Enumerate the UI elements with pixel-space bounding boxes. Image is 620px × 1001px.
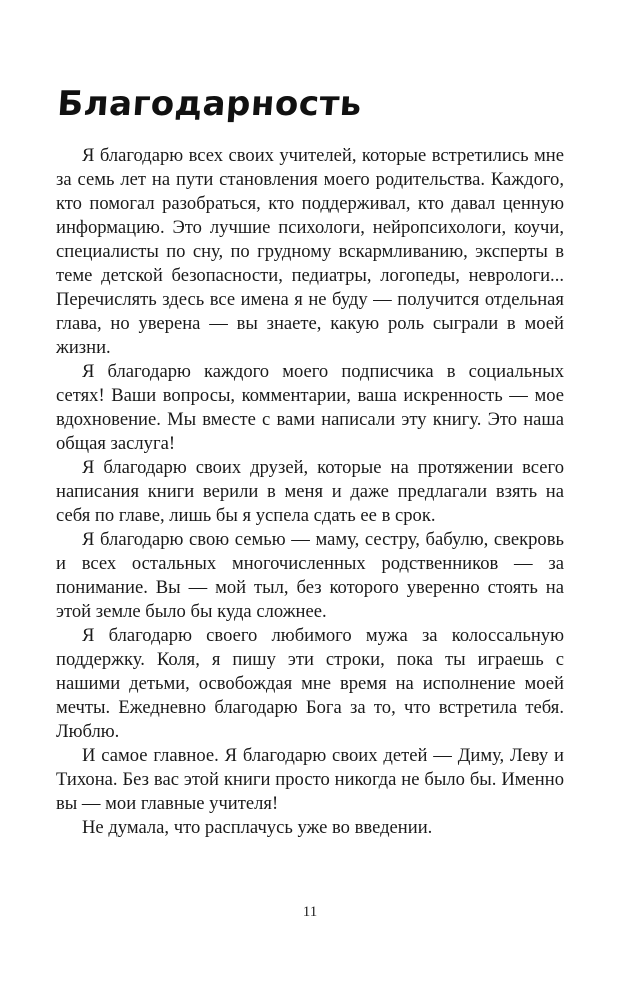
paragraph-husband: Я благодарю своего любимого мужа за колоссальную поддержку. Коля, я пишу эти строки, пока ты играешь с нашими детьми, освобождая мне время на исполнение моей мечты. Ежедневно благодарю Бога за то, что встретила тебя. Люблю. <box>56 625 564 742</box>
paragraph-family: Я благодарю свою семью — маму, сестру, бабулю, свекровь и всех остальных многочисленных родственников — за понимание. Вы — мой тыл, без которого уверенно стоять на этой земле было бы куда сложнее. <box>56 529 564 622</box>
paragraph-closing: Не думала, что расплачусь уже во введении. <box>82 817 433 838</box>
paragraph-subscribers: Я благодарю каждого моего подписчика в социальных сетях! Ваши вопросы, комментарии, ваша искренность — мое вдохновение. Мы вместе с вами написали эту книгу. Это наша общая заслуга! <box>56 361 564 454</box>
chapter-body <box>56 144 564 840</box>
page-number: 11 <box>302 904 318 920</box>
chapter-title: Благодарность <box>56 84 364 124</box>
paragraph-teachers: Я благодарю всех своих учителей, которые встретились мне за семь лет на пути становления моего родительства. Каждого, кто помогал разобраться, кто поддерживал, кто давал ценную информацию. Это лучшие психологи, нейропсихологи, коучи, специалисты по сну, по грудному вскармливанию, эксперты в теме детской безопасности, педиатры, логопеды, неврологи... Перечислять здесь все имена я не буду — получится отдельная глава, но уверена — вы знаете, какую роль сыграли в моей жизни. <box>56 145 564 358</box>
paragraph-friends: Я благодарю своих друзей, которые на протяжении всего написания книги верили в меня и даже предлагали взять на себя по главе, лишь бы я успела сдать ее в срок. <box>56 457 564 526</box>
paragraph-children: И самое главное. Я благодарю своих детей — Диму, Леву и Тихона. Без вас этой книги просто никогда не было бы. Именно вы — мои главные учителя! <box>56 745 564 814</box>
